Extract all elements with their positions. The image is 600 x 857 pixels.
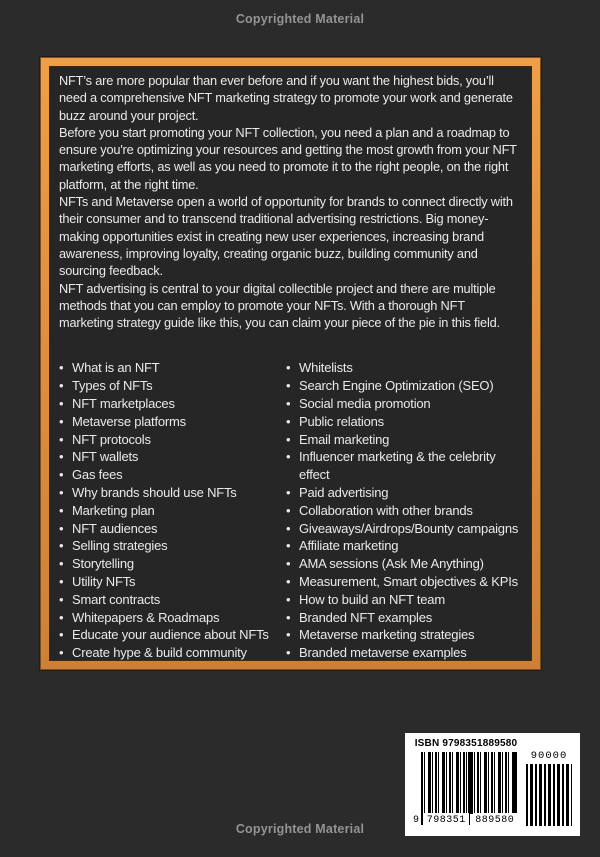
blurb-paragraph: Before you start promoting your NFT collection, you need a plan and a roadmap to ensure you're optimizing your resources and getting the most growth from your NFT marketing efforts, as well as you need to promote it to the right people, on the right platform, at the right time.: [59, 124, 517, 192]
topic-item: • Why brands should use NFTs: [59, 484, 286, 502]
copyright-banner-bottom: Copyrighted Material: [235, 822, 365, 836]
isbn-barcode: [413, 738, 519, 832]
topic-item: • Gas fees: [59, 466, 286, 484]
topic-item: • Measurement, Smart objectives & KPIs: [286, 573, 522, 591]
topic-item: • Paid advertising: [286, 484, 522, 502]
topic-item: • What is an NFT: [59, 359, 286, 377]
blurb-paragraph: NFT advertising is central to your digital collectible project and there are multiple methods that you can employ to promote your NFTs. With a thorough NFT marketing strategy guide like this, you can claim your piece of the pie in this field.: [59, 280, 500, 331]
topic-item: • NFT audiences: [59, 520, 286, 538]
blurb-paragraph: NFTs and Metaverse open a world of opportunity for brands to connect directly with their consumer and to transcend traditional advertising restrictions. Big money-making opportunities exist in creating new user experiences, increasing brand awareness, improving loyalty, creating organic buzz, building community and sourcing feedback.: [59, 194, 513, 279]
barcode-digit-group: 889580: [473, 813, 518, 828]
topic-item: • Whitelists: [286, 359, 522, 377]
cover-frame: [40, 57, 541, 670]
barcode-supplement-bars: [526, 764, 572, 826]
topic-item: • Whitepapers & Roadmaps: [59, 609, 286, 627]
barcode-field: [413, 752, 519, 830]
topic-item: • Selling strategies: [59, 537, 286, 555]
topic-item: • NFT wallets: [59, 448, 286, 466]
topic-item: • Utility NFTs: [59, 573, 286, 591]
topic-item: • Search Engine Optimization (SEO): [286, 377, 522, 395]
blurb-text: [59, 72, 522, 331]
topic-item: • Branded metaverse examples: [286, 644, 522, 662]
topic-item: • Branded NFT examples: [286, 609, 522, 627]
topic-item: • Educate your audience about NFTs: [59, 626, 286, 644]
barcode-digit-lead: 9: [413, 815, 420, 826]
topic-item: • NFT protocols: [59, 431, 286, 449]
topic-item: • AMA sessions (Ask Me Anything): [286, 555, 522, 573]
topic-item: • Metaverse marketing strategies: [286, 626, 522, 644]
topic-item: • Marketing plan: [59, 502, 286, 520]
topic-item: • Collaboration with other brands: [286, 502, 522, 520]
topic-item: • Storytelling: [59, 555, 286, 573]
topic-item: • Public relations: [286, 413, 522, 431]
barcode-block: [405, 733, 580, 836]
topic-item: • Giveaways/Airdrops/Bounty campaigns: [286, 520, 522, 538]
topic-item: • Affiliate marketing: [286, 537, 522, 555]
barcode-digits: [413, 813, 519, 828]
topic-item: • Influencer marketing & the celebrity effect: [286, 448, 522, 484]
isbn-label: ISBN 9798351889580: [414, 738, 518, 749]
topic-item: • Metaverse platforms: [59, 413, 286, 431]
topics-list-left: [59, 359, 286, 662]
cover-panel: [49, 66, 532, 661]
topic-item: • NFT marketplaces: [59, 395, 286, 413]
topic-item: • How to build an NFT team: [286, 591, 522, 609]
topic-item: • Email marketing: [286, 431, 522, 449]
barcode-supplement: [526, 750, 572, 830]
copyright-banner-top: Copyrighted Material: [235, 12, 365, 26]
blurb-paragraph: NFT’s are more popular than ever before and if you want the highest bids, you’ll need a comprehensive NFT marketing strategy to promote your work and generate buzz around your project.: [59, 73, 513, 123]
topics-list-right: [286, 359, 522, 662]
topic-item: • Smart contracts: [59, 591, 286, 609]
topic-item: • Types of NFTs: [59, 377, 286, 395]
topic-item: • Social media promotion: [286, 395, 522, 413]
topic-item: • Create hype & build community: [59, 644, 286, 662]
barcode-supplement-label: 90000: [530, 750, 568, 762]
topics-columns: [59, 359, 522, 662]
barcode-digit-group: 798351: [424, 813, 469, 828]
